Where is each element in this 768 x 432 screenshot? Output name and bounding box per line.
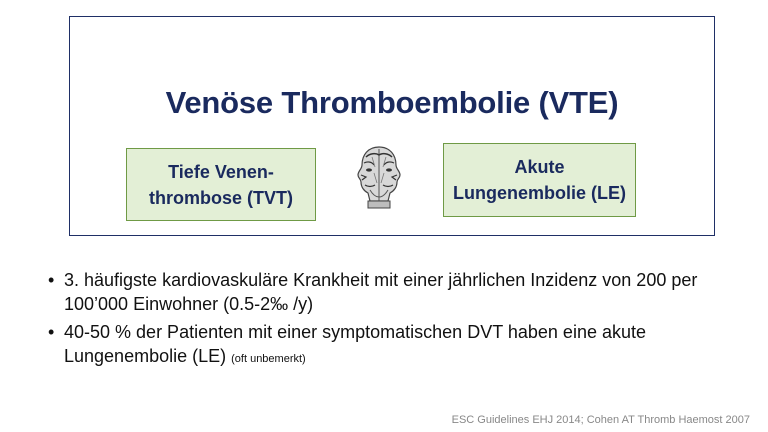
title-frame xyxy=(69,16,715,236)
bullet-list xyxy=(48,268,748,375)
bullet-item-dvt-line2: Lungenembolie (LE) xyxy=(64,346,227,366)
janus-head-icon xyxy=(350,143,408,211)
le-box-line1: Akute xyxy=(514,157,565,177)
bullet-icon: • xyxy=(48,270,55,290)
tvt-box-line2: thrombose (TVT) xyxy=(149,187,293,208)
bullet-icon: • xyxy=(48,322,55,342)
le-box-line2: Lungenembolie (LE) xyxy=(453,183,626,203)
bullet-item-dvt-note: (oft unbemerkt) xyxy=(231,353,306,365)
source-citation: ESC Guidelines EHJ 2014; Cohen AT Thromb Haemost 2007 xyxy=(451,414,750,426)
bullet-item-incidence xyxy=(48,268,748,316)
bullet-item-incidence-line2: 100’000 Einwohner (0.5-2‰ /y) xyxy=(64,294,314,314)
bullet-item-incidence-line1: 3. häufigste kardiovaskuläre Krankheit mit einer jährlichen Inzidenz von 200 per xyxy=(64,270,698,290)
bullet-item-dvt xyxy=(48,320,748,371)
tvt-box xyxy=(126,148,316,221)
tvt-box-line1: Tiefe Venen- xyxy=(168,161,274,182)
slide-title: Venöse Thromboembolie (VTE) xyxy=(165,85,619,120)
le-box xyxy=(443,143,636,217)
bullet-item-dvt-line1: 40-50 % der Patienten mit einer symptomatischen DVT haben eine akute xyxy=(64,322,646,342)
